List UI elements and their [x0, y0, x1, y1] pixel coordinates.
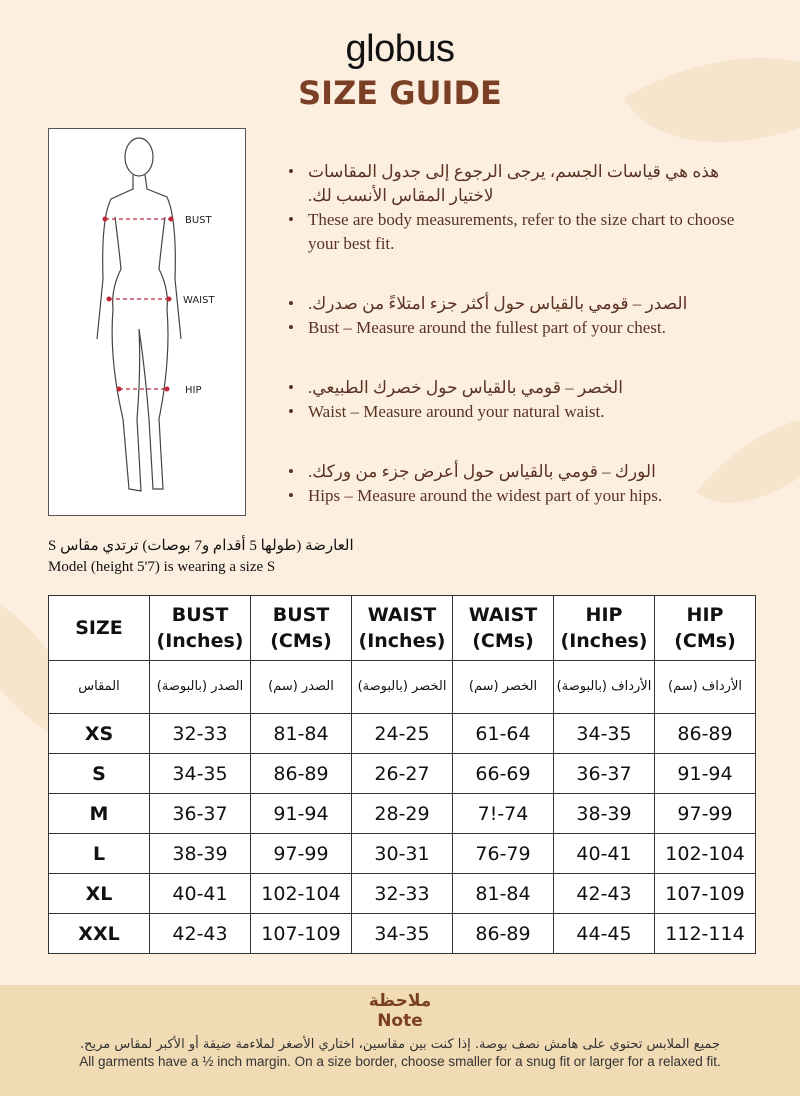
header-line: HIP	[686, 604, 724, 626]
instruction-en: • Hips – Measure around the widest part of your hips.	[288, 484, 758, 508]
measurement-cell: 44-45	[554, 914, 655, 954]
measurement-cell: 36-37	[150, 794, 251, 834]
measurement-cell: 34-35	[150, 754, 251, 794]
table-row	[49, 874, 756, 914]
size-cell: XS	[49, 714, 150, 754]
measurement-cell: 28-29	[352, 794, 453, 834]
measurement-cell: 7!-74	[453, 794, 554, 834]
column-header	[453, 596, 554, 661]
measurement-cell: 34-35	[352, 914, 453, 954]
instruction-group	[288, 292, 758, 340]
body-silhouette-icon	[49, 129, 245, 515]
header-line: (CMs)	[472, 630, 534, 652]
measurement-cell: 86-89	[251, 754, 352, 794]
header-line: (Inches)	[358, 630, 446, 652]
measurement-cell: 26-27	[352, 754, 453, 794]
size-cell: XXL	[49, 914, 150, 954]
measurement-cell: 86-89	[655, 714, 756, 754]
header-line: (Inches)	[156, 630, 244, 652]
measurement-cell: 36-37	[554, 754, 655, 794]
column-header-ar: المقاس	[49, 661, 150, 714]
measurement-cell: 24-25	[352, 714, 453, 754]
measurement-cell: 81-84	[251, 714, 352, 754]
header-line: BUST	[272, 604, 330, 626]
measurement-cell: 102-104	[251, 874, 352, 914]
measurement-cell: 91-94	[655, 754, 756, 794]
column-header	[655, 596, 756, 661]
instruction-ar: • الورك – قومي بالقياس حول أعرض جزء من وركك.	[288, 460, 758, 484]
size-cell: XL	[49, 874, 150, 914]
body-measurement-figure	[48, 128, 246, 516]
measurement-cell: 42-43	[554, 874, 655, 914]
note-text: All garments have a ½ inch margin. On a size border, choose smaller for a snug fit or larger for a relaxed fit.	[79, 1054, 721, 1069]
measurement-cell: 38-39	[554, 794, 655, 834]
measurement-cell: 107-109	[655, 874, 756, 914]
column-header-ar: الأرداف (بالبوصة)	[554, 661, 655, 714]
table-row	[49, 834, 756, 874]
column-header-ar: الصدر (بالبوصة)	[150, 661, 251, 714]
measurement-cell: 86-89	[453, 914, 554, 954]
measurement-cell: 40-41	[150, 874, 251, 914]
page-title: SIZE GUIDE	[298, 74, 502, 112]
hip-label: HIP	[185, 385, 202, 396]
column-header	[150, 596, 251, 661]
table-row	[49, 754, 756, 794]
note-text-ar: جميع الملابس تحتوي على هامش نصف بوصة. إذا كنت بين مقاسين، اختاري الأصغر لملاءمة ضيقة أو الأكبر لمقاس مريح.	[79, 1037, 721, 1052]
header-line: (CMs)	[270, 630, 332, 652]
measurement-cell: 32-33	[352, 874, 453, 914]
measurement-cell: 66-69	[453, 754, 554, 794]
header-row	[49, 596, 756, 661]
header-line: HIP	[585, 604, 623, 626]
measurement-cell: 42-43	[150, 914, 251, 954]
measurement-cell: 38-39	[150, 834, 251, 874]
measurement-cell: 81-84	[453, 874, 554, 914]
measurement-cell: 102-104	[655, 834, 756, 874]
measurement-cell: 112-114	[655, 914, 756, 954]
column-header-ar: الخصر (بالبوصة)	[352, 661, 453, 714]
model-info-ar: العارضة (طولها 5 أقدام و7 بوصات) ترتدي مقاس S	[48, 538, 354, 554]
measurement-cell: 32-33	[150, 714, 251, 754]
measurement-cell: 107-109	[251, 914, 352, 954]
header-line: (Inches)	[560, 630, 648, 652]
column-header	[352, 596, 453, 661]
instruction-ar: • هذه هي قياسات الجسم، يرجى الرجوع إلى جدول المقاسات لاختيار المقاس الأنسب لك.	[288, 160, 758, 208]
instruction-en: • Waist – Measure around your natural waist.	[288, 400, 758, 424]
instruction-group	[288, 460, 758, 508]
header-line: WAIST	[367, 604, 437, 626]
column-header-ar: الأرداف (سم)	[655, 661, 756, 714]
table-row	[49, 914, 756, 954]
model-info	[48, 536, 354, 578]
size-cell: S	[49, 754, 150, 794]
measurement-cell: 91-94	[251, 794, 352, 834]
instruction-group	[288, 160, 758, 256]
waist-label: WAIST	[183, 295, 215, 306]
column-header	[251, 596, 352, 661]
model-info-en: Model (height 5'7) is wearing a size S	[48, 559, 276, 575]
size-cell: L	[49, 834, 150, 874]
size-cell: M	[49, 794, 150, 834]
header-line: SIZE	[75, 617, 123, 639]
instruction-en: • These are body measurements, refer to the size chart to choose your best fit.	[288, 208, 758, 256]
measurement-instructions	[288, 160, 758, 544]
measurement-cell: 34-35	[554, 714, 655, 754]
instruction-en: • Bust – Measure around the fullest part of your chest.	[288, 316, 758, 340]
table-row	[49, 794, 756, 834]
brand-logo: globus	[345, 28, 455, 70]
column-header	[554, 596, 655, 661]
column-header	[49, 596, 150, 661]
column-header-ar: الخصر (سم)	[453, 661, 554, 714]
measurement-cell: 30-31	[352, 834, 453, 874]
size-chart-table	[48, 595, 756, 954]
header-line: WAIST	[468, 604, 538, 626]
column-header-ar: الصدر (سم)	[251, 661, 352, 714]
header-line: (CMs)	[674, 630, 736, 652]
table-row	[49, 714, 756, 754]
measurement-cell: 97-99	[655, 794, 756, 834]
measurement-cell: 97-99	[251, 834, 352, 874]
header-line: BUST	[171, 604, 229, 626]
note-section	[0, 985, 800, 1096]
note-title-ar: ملاحظة	[368, 991, 432, 1011]
header-row-ar	[49, 661, 756, 714]
bust-label: BUST	[185, 215, 212, 226]
measurement-cell: 76-79	[453, 834, 554, 874]
instruction-group	[288, 376, 758, 424]
instruction-ar: • الخصر – قومي بالقياس حول خصرك الطبيعي.	[288, 376, 758, 400]
measurement-cell: 40-41	[554, 834, 655, 874]
instruction-ar: • الصدر – قومي بالقياس حول أكثر جزء امتلاءً من صدرك.	[288, 292, 758, 316]
note-title: Note	[377, 1011, 423, 1031]
measurement-cell: 61-64	[453, 714, 554, 754]
